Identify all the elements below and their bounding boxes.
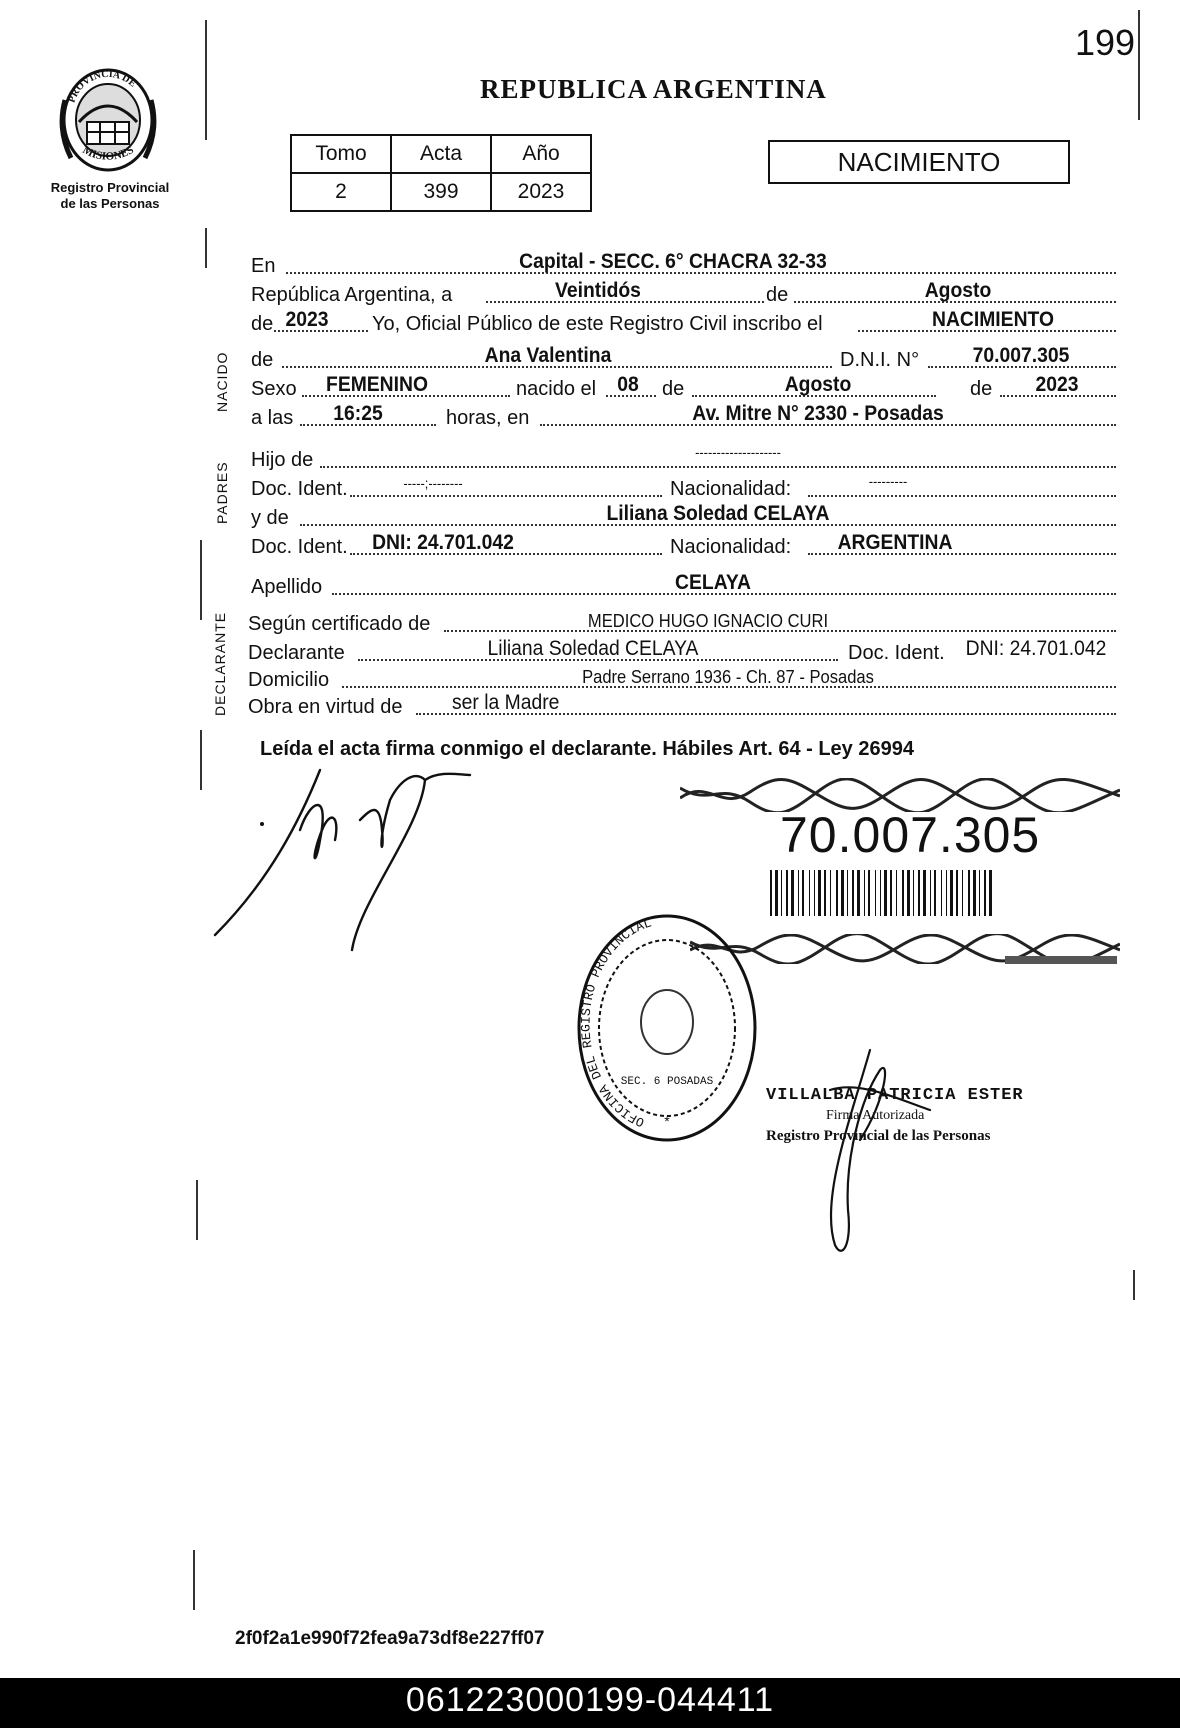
birth-time-value: 16:25 bbox=[333, 402, 383, 425]
official-name: VILLALBA PATRICIA ESTER bbox=[766, 1086, 1024, 1105]
margin-line bbox=[1133, 1270, 1135, 1300]
section-label-declarante: DECLARANTE bbox=[212, 611, 228, 716]
name-de-label: de bbox=[251, 349, 274, 371]
father-nationality-label: Nacionalidad: bbox=[670, 478, 792, 500]
registry-label-line2: de las Personas bbox=[60, 196, 160, 211]
official-role: Firma Autorizada bbox=[826, 1108, 925, 1123]
margin-line bbox=[1138, 10, 1140, 120]
birth-place-value: Av. Mitre N° 2330 - Posadas bbox=[692, 402, 944, 425]
mother-nationality-label: Nacionalidad: bbox=[670, 536, 792, 558]
record-type-box: NACIMIENTO bbox=[768, 140, 1070, 184]
declarante-doc-label: Doc. Ident. bbox=[848, 642, 945, 664]
closing-text: Leída el acta firma conmigo el declarante. Hábiles Art. 64 - Ley 26994 bbox=[260, 738, 914, 760]
row-apellido bbox=[248, 571, 1116, 599]
mother-doc-value: DNI: 24.701.042 bbox=[372, 531, 514, 554]
father-name-value: -------------------- bbox=[695, 444, 781, 460]
birth-year-value: 2023 bbox=[1035, 373, 1079, 396]
horas-en-label: horas, en bbox=[446, 407, 530, 429]
row-mother bbox=[248, 502, 1116, 530]
document-hash: 2f0f2a1e990f72fea9a73df8e227ff07 bbox=[235, 1628, 545, 1649]
margin-line bbox=[200, 540, 202, 620]
declarante-doc-value: DNI: 24.701.042 bbox=[965, 637, 1107, 660]
mother-doc-label: Doc. Ident. bbox=[251, 536, 348, 558]
declarante-label: Declarante bbox=[248, 642, 345, 664]
row-time-place bbox=[248, 402, 1116, 430]
margin-line bbox=[193, 1550, 195, 1610]
margin-line bbox=[196, 1180, 198, 1240]
mother-value: Liliana Soledad CELAYA bbox=[606, 502, 830, 525]
apellido-label: Apellido bbox=[251, 576, 323, 598]
declarante-value: Liliana Soledad CELAYA bbox=[487, 637, 699, 660]
birth-day-value: 08 bbox=[617, 373, 639, 396]
a-las-label: a las bbox=[251, 407, 294, 429]
domicilio-label: Domicilio bbox=[248, 669, 330, 691]
year-value: 2023 bbox=[285, 308, 329, 331]
margin-line bbox=[205, 20, 207, 140]
y-de-label: y de bbox=[251, 507, 289, 529]
mother-nationality-value: ARGENTINA bbox=[837, 531, 953, 554]
row-obra bbox=[248, 691, 1116, 719]
certificado-value: MEDICO HUGO IGNACIO CURI bbox=[587, 611, 829, 631]
row-place bbox=[248, 250, 1116, 278]
republica-label: República Argentina, a bbox=[251, 284, 453, 306]
sexo-label: Sexo bbox=[251, 378, 297, 400]
svg-text:OFICINA DEL REGISTRO PROVINCIA bbox=[578, 915, 653, 1130]
country-title: REPUBLICA ARGENTINA bbox=[480, 74, 827, 104]
row-date bbox=[248, 279, 1116, 307]
year-de-label: de bbox=[251, 313, 274, 335]
acta-header: Acta bbox=[391, 135, 491, 173]
dni-label: D.N.I. N° bbox=[840, 349, 920, 371]
date-de-label: de bbox=[766, 284, 789, 306]
stamp-center-text: SEC. 6 POSADAS bbox=[620, 1076, 714, 1088]
place-value: Capital - SECC. 6° CHACRA 32-33 bbox=[519, 250, 827, 273]
acta-value: 399 bbox=[391, 173, 491, 211]
obra-label: Obra en virtud de bbox=[248, 696, 403, 718]
row-father-doc bbox=[248, 473, 1116, 501]
dni-value: 70.007.305 bbox=[972, 344, 1070, 367]
section-label-nacido: NACIDO bbox=[214, 351, 230, 412]
inscribo-label: Yo, Oficial Público de este Registro Civil inscribo el bbox=[372, 313, 823, 335]
obra-value: ser la Madre bbox=[452, 691, 560, 714]
hijo-de-label: Hijo de bbox=[251, 449, 314, 471]
birth-de-label: de bbox=[662, 378, 685, 400]
official-stamp bbox=[575, 912, 760, 1144]
footer-code: 061223000199-044411 bbox=[405, 1681, 775, 1719]
name-value: Ana Valentina bbox=[484, 344, 612, 367]
birth-month-value: Agosto bbox=[784, 373, 852, 396]
inscribo-value: NACIMIENTO bbox=[931, 308, 1055, 331]
seal-text-bottom: MISIONES bbox=[80, 143, 136, 163]
registry-label-line1: Registro Provincial bbox=[50, 180, 170, 195]
margin-line bbox=[200, 730, 202, 790]
seal-text-top: PROVINCIA DE bbox=[66, 68, 139, 105]
row-mother-doc bbox=[248, 531, 1116, 559]
row-domicilio bbox=[248, 664, 1116, 692]
svg-text:*: * bbox=[664, 1113, 670, 1129]
apellido-value: CELAYA bbox=[675, 571, 751, 594]
stamp-ring-text: OFICINA DEL REGISTRO PROVINCIAL bbox=[578, 915, 654, 1130]
row-inscribo bbox=[248, 308, 1116, 336]
registry-label bbox=[40, 180, 180, 212]
margin-line bbox=[205, 228, 207, 268]
certificado-label: Según certificado de bbox=[248, 613, 431, 635]
father-doc-label: Doc. Ident. bbox=[251, 478, 348, 500]
tomo-value: 2 bbox=[291, 173, 391, 211]
tomo-header: Tomo bbox=[291, 135, 391, 173]
anio-value: 2023 bbox=[491, 173, 591, 211]
row-hijo-de bbox=[248, 444, 1116, 472]
official-signature bbox=[790, 1040, 940, 1260]
row-certificado bbox=[248, 608, 1116, 636]
domicilio-value: Padre Serrano 1936 - Ch. 87 - Posadas bbox=[582, 667, 874, 687]
barcode bbox=[770, 870, 992, 916]
barcode-number: 70.007.305 bbox=[780, 807, 1041, 863]
section-label-padres: PADRES bbox=[214, 461, 230, 524]
anio-header: Año bbox=[491, 135, 591, 173]
birth-year-de-label: de bbox=[970, 378, 993, 400]
row-sexo bbox=[248, 373, 1116, 401]
month-value: Agosto bbox=[924, 279, 992, 302]
en-label: En bbox=[251, 255, 276, 277]
sexo-value: FEMENINO bbox=[326, 373, 428, 396]
page-number: 199 bbox=[1075, 22, 1136, 63]
registration-table bbox=[290, 134, 592, 212]
nacido-el-label: nacido el bbox=[516, 378, 597, 400]
declarant-signature bbox=[210, 740, 530, 960]
father-doc-value: -----;-------- bbox=[403, 475, 463, 491]
row-declarante bbox=[248, 637, 1116, 665]
father-nationality-value: --------- bbox=[868, 473, 908, 489]
day-value: Veintidós bbox=[555, 279, 641, 302]
official-office: Registro Provincial de las Personas bbox=[766, 1128, 991, 1144]
row-name bbox=[248, 344, 1116, 372]
province-seal-logo bbox=[55, 60, 161, 178]
